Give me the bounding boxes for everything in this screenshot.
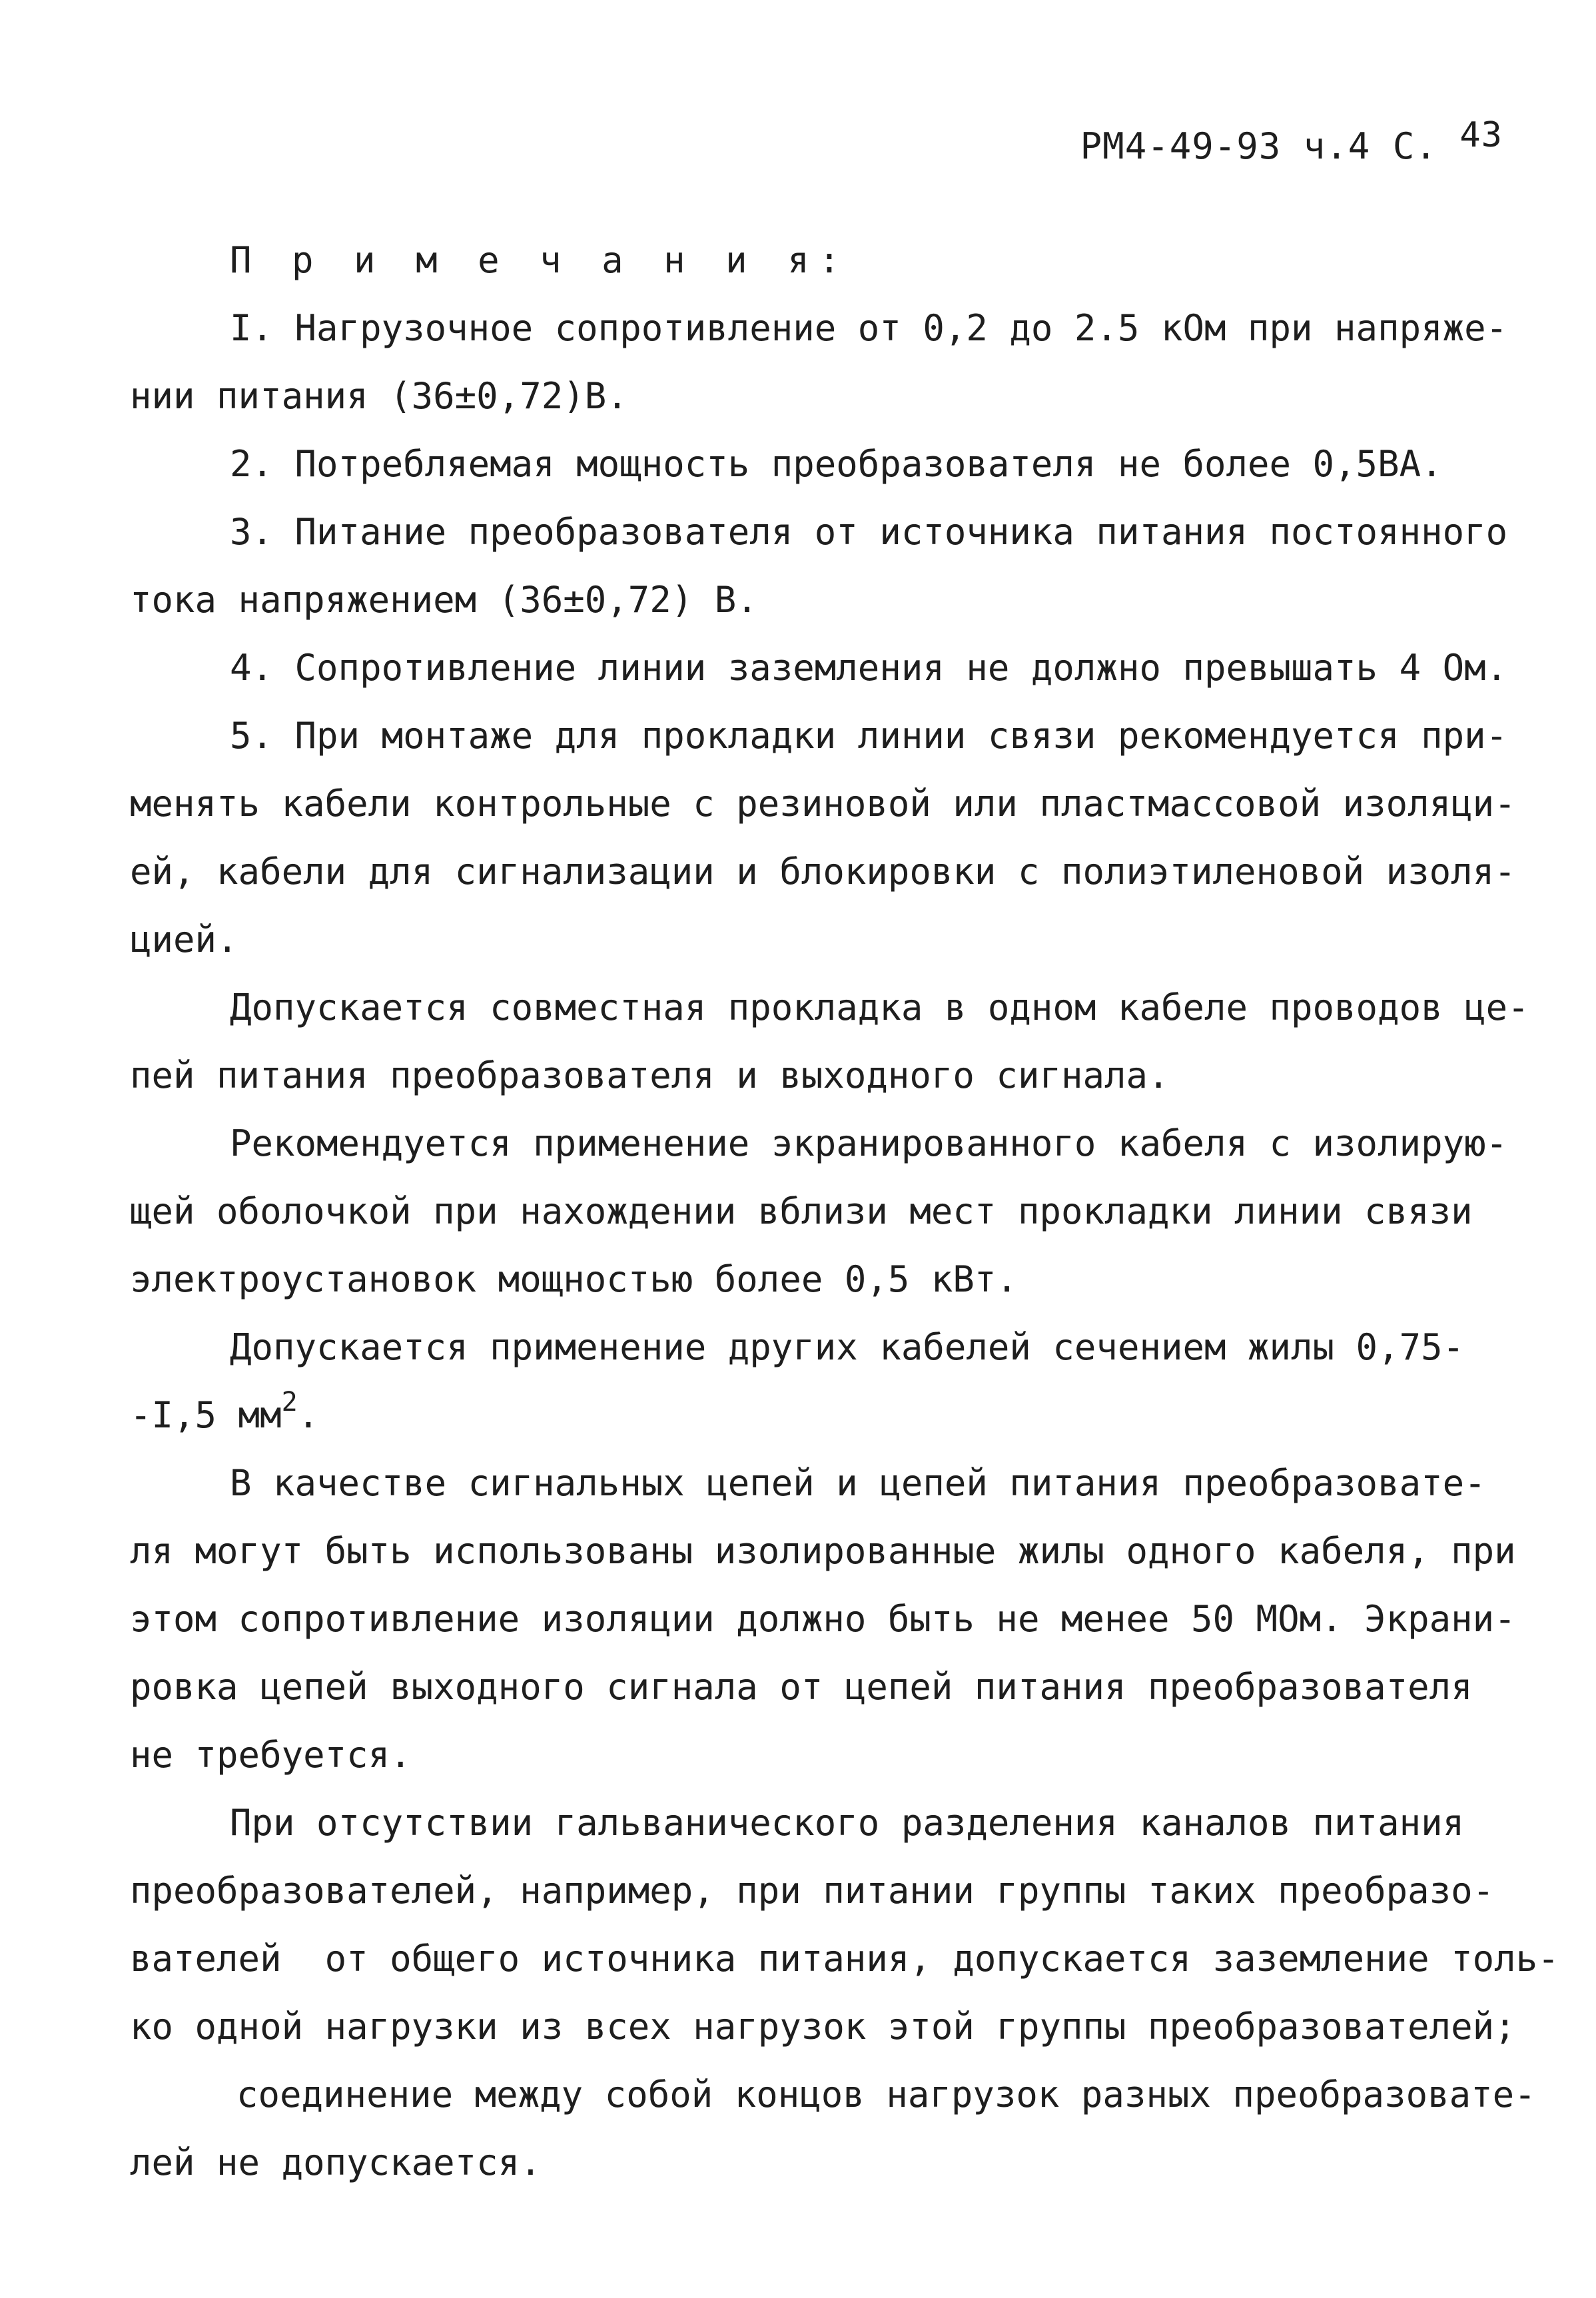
note-line: 5. При монтаже для прокладки линии связи рекомендуется при-: [230, 715, 1508, 757]
note-line: В качестве сигнальных цепей и цепей питания преобразовате-: [230, 1462, 1486, 1504]
superscript-two: 2: [281, 1387, 298, 1417]
note-line: цией.: [130, 919, 238, 960]
note-line: ей, кабели для сигнализации и блокировки с полиэтиленовой изоля-: [130, 851, 1516, 893]
note-line: 2. Потребляемая мощность преобразователя не более 0,5ВА.: [230, 443, 1443, 485]
note-line: не требуется.: [130, 1734, 412, 1776]
cable-section-text: -I,5 мм: [130, 1394, 282, 1436]
note-line: щей оболочкой при нахождении вблизи мест прокладки линии связи: [130, 1190, 1473, 1232]
note-line: При отсутствии гальванического разделения каналов питания: [230, 1802, 1465, 1844]
note-line: Допускается применение других кабелей сечением жилы 0,75-: [230, 1326, 1465, 1368]
note-line: лей не допускается.: [130, 2141, 542, 2183]
note-line: менять кабели контрольные с резиновой или пластмассовой изоляци-: [130, 783, 1516, 825]
unit-suffix: .: [297, 1394, 320, 1436]
note-line: вателей от общего источника питания, допускается заземление толь-: [130, 1938, 1559, 1980]
note-line: преобразователей, например, при питании группы таких преобразо-: [130, 1870, 1495, 1912]
page-header: [1080, 115, 1503, 167]
note-line: I. Нагрузочное сопротивление от 0,2 до 2.5 кОм при напряже-: [230, 307, 1508, 349]
note-line: 3. Питание преобразователя от источника питания постоянного: [230, 511, 1508, 553]
note-line: тока напряжением (36±0,72) В.: [130, 579, 758, 621]
note-line: пей питания преобразователя и выходного сигнала.: [130, 1054, 1170, 1096]
notes-body: [130, 226, 1559, 2197]
note-line: нии питания (36±0,72)В.: [130, 375, 628, 417]
note-line: этом сопротивление изоляции должно быть не менее 50 МОм. Экрани-: [130, 1598, 1516, 1640]
notes-title: П р и м е ч а н и я:: [230, 239, 850, 281]
note-line: соединение между собой концов нагрузок разных преобразовате-: [236, 2074, 1536, 2115]
note-line: 4. Сопротивление линии заземления не должно превышать 4 Ом.: [230, 647, 1508, 689]
note-line: ровка цепей выходного сигнала от цепей питания преобразователя: [130, 1666, 1473, 1708]
note-line: Рекомендуется применение экранированного кабеля с изолирую-: [230, 1122, 1508, 1164]
document-code: РМ4-49-93 ч.4: [1080, 125, 1371, 167]
note-line: Допускается совместная прокладка в одном кабеле проводов це-: [230, 986, 1529, 1028]
note-line-with-superscript: [130, 1381, 1515, 1449]
note-line: ля могут быть использованы изолированные жилы одного кабеля, при: [130, 1530, 1516, 1572]
page-prefix: С.: [1392, 125, 1437, 167]
note-line: электроустановок мощностью более 0,5 кВт.: [130, 1258, 1018, 1300]
note-line: ко одной нагрузки из всех нагрузок этой группы преобразователей;: [130, 2006, 1516, 2048]
page-number: 43: [1459, 115, 1503, 155]
